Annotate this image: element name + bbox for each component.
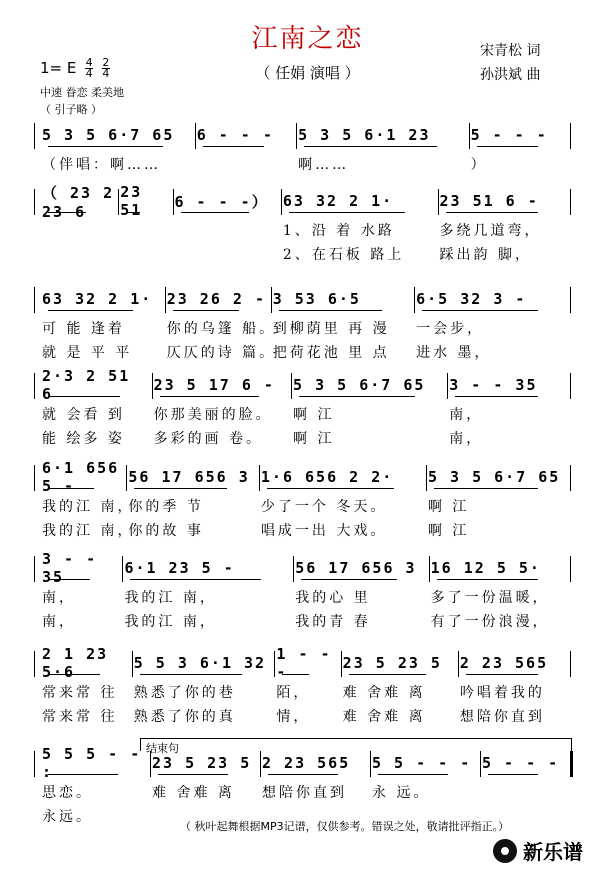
beam-line [267, 488, 394, 489]
lyric-verse-1: 一会步， [416, 321, 485, 337]
lyric-verse-2: 多彩的画 卷。 [153, 431, 264, 447]
measure: 5 3 5 6·7 65 [293, 376, 426, 394]
beam-line [158, 774, 228, 775]
beam-line [446, 212, 539, 213]
lyric-verse-2: 我的江 南， [42, 523, 135, 539]
lyric-verse-2: 南， [449, 431, 484, 447]
beam-line [378, 774, 448, 775]
barline [570, 465, 571, 491]
lyric-verse-2: 啊 江 [427, 523, 470, 539]
beam-line [48, 146, 163, 147]
barline [438, 189, 439, 215]
barline [34, 556, 35, 582]
lyric-verse-1: 南， [449, 407, 484, 423]
record-icon [493, 839, 517, 863]
lyric-verse-1: 可 能 逢着 [42, 321, 125, 337]
beam-line [455, 396, 538, 397]
beam-line [134, 488, 227, 489]
score-line [40, 550, 580, 630]
barline [34, 751, 35, 777]
lyric-verse-2: 情， [276, 709, 311, 725]
lyric-verse-2: 熟悉了你的真 [133, 709, 236, 725]
measure: 16 12 5 5· [430, 559, 541, 577]
barline [570, 123, 571, 149]
barline [570, 751, 573, 777]
measure: 6·1 23 5 - [124, 559, 235, 577]
score-line [40, 284, 580, 361]
lyricist-credit: 宋青松 词 [480, 43, 541, 59]
measure: 1·6 656 2 2· [260, 468, 394, 486]
measure: 5 3 5 6·7 65 [42, 126, 175, 144]
measure: 5 5 - - - [372, 754, 472, 772]
beam-line [282, 674, 308, 675]
lyric-verse-1: 我的江 南， [124, 590, 217, 606]
barline [34, 465, 35, 491]
measure: 56 17 656 3 [128, 468, 250, 486]
lyric-verse-2: 唱成一出 大戏。 [260, 523, 388, 539]
barline [126, 465, 127, 491]
score-line [40, 120, 580, 173]
measure: 3 - - 35 [42, 550, 98, 586]
barline [414, 287, 415, 313]
lyric-verse-2: 我的江 南， [124, 614, 217, 630]
measure: 2 1 23 5·6 [42, 645, 109, 681]
beam-line [289, 212, 406, 213]
logo-text: 新乐谱 [523, 840, 583, 864]
beam-line [488, 774, 538, 775]
barline [34, 123, 35, 149]
lyric-verse-1: 啊…… [298, 157, 350, 173]
ts1-den: 4 [85, 67, 93, 80]
lyric-verse-1: 熟悉了你的巷 [133, 685, 236, 701]
lyric-verse-2: 能 绘多 姿 [42, 431, 125, 447]
measure: 23 5 17 6 - [153, 376, 275, 394]
score-line [40, 745, 580, 825]
lyric-verse-1: 你那美丽的脸。 [153, 407, 273, 423]
lyric-verse-2: 2、在石板 路上 [282, 247, 405, 263]
measure: 2 23 565 [262, 754, 351, 772]
barline [34, 189, 35, 215]
ending-bracket [140, 738, 572, 751]
beam-line [301, 579, 396, 580]
beam-line [48, 488, 94, 489]
lyric-verse-1: 1、沿 着 水路 [282, 223, 395, 239]
lyric-verse-1: 少了一个 冬天。 [260, 499, 388, 515]
measure: 3 53 6·5 [272, 290, 361, 308]
lyric-verse-1: ） [470, 157, 488, 173]
key-signature [40, 58, 110, 79]
beam-line [140, 674, 243, 675]
barline [341, 651, 342, 677]
barline [426, 465, 427, 491]
score-line [40, 183, 580, 263]
barline [293, 556, 294, 582]
lyric-verse-2: 想陪你直到 [459, 709, 545, 725]
barline [271, 287, 272, 313]
measure: （ 23 2 23 6 [42, 183, 115, 221]
beam-line [466, 674, 538, 675]
beam-line [130, 579, 261, 580]
measure: 2 23 565 [459, 654, 549, 672]
lyric-verse-1: 南， [42, 590, 76, 606]
lyric-verse-2: 踩出韵 脚， [439, 247, 532, 263]
ts2-num: 2 [102, 56, 110, 69]
lyric-verse-2: 南， [42, 614, 76, 630]
score-line [40, 459, 580, 539]
measure: 6 - - -） [174, 192, 269, 211]
measure: 5 3 5 6·7 65 [427, 468, 561, 486]
lyric-verse-2: 啊 江 [293, 431, 335, 447]
barline [447, 373, 448, 399]
measure: 5 5 5 - - : [42, 745, 142, 781]
tempo-marking: 中速 眷恋 柔美地 [40, 86, 124, 99]
time-signature-1 [85, 58, 93, 79]
measure: 23 51 6 - [439, 192, 539, 210]
barline [570, 287, 571, 313]
barline [165, 287, 166, 313]
measure: 5 - - - [470, 126, 548, 144]
beam-line [437, 579, 538, 580]
barline [118, 189, 119, 215]
ending-label: 结束句 [146, 742, 179, 755]
beam-line [173, 310, 239, 311]
beam-line [48, 579, 90, 580]
lyric-verse-1: 多了一份温暖， [430, 590, 550, 606]
score-line [40, 645, 580, 725]
lyric-verse-1: 思恋。 [42, 785, 93, 801]
measure: 5 5 3 6·1 32 [133, 654, 267, 672]
measure: 6·5 32 3 - [416, 290, 527, 308]
barline [34, 287, 35, 313]
beam-line [160, 396, 259, 397]
measure: 63 32 2 1· [282, 192, 394, 210]
lyric-verse-2: 有了一份浪漫， [430, 614, 550, 630]
measure: 5 3 5 6·1 23 [298, 126, 431, 144]
footnote: （ 秋叶起舞根据MP3记谱，仅供参考。错误之处，敬请批评指正。） [180, 820, 510, 833]
lyric-verse-1: 我的心 里 [295, 590, 371, 606]
barline [132, 651, 133, 677]
ts2-den: 4 [102, 67, 110, 80]
beam-line [279, 310, 382, 311]
lyric-verse-1: 永 远。 [372, 785, 431, 801]
beam-line [268, 774, 338, 775]
measure: 6 - - - [196, 126, 274, 144]
beam-line [304, 146, 436, 147]
beam-line [422, 310, 538, 311]
measure: 63 32 2 1· [42, 290, 153, 308]
barline [291, 373, 292, 399]
barline [570, 189, 571, 215]
lyric-verse-1: 到柳荫里 再 漫 [272, 321, 390, 337]
beam-line [48, 674, 100, 675]
beam-line [126, 212, 140, 213]
barline [429, 556, 430, 582]
beam-line [181, 212, 249, 213]
beam-line [48, 212, 86, 213]
lyric-verse-1: 陌， [276, 685, 311, 701]
barline [480, 751, 481, 777]
barline [570, 651, 571, 677]
measure: 23 5 23 5 [342, 654, 442, 672]
lyric-verse-1: 你的季 节 [128, 499, 204, 515]
barline [152, 373, 153, 399]
intro-note: （ 引子略 ） [40, 103, 102, 116]
lyric-verse-1: 多绕几道弯， [439, 223, 542, 239]
barline [173, 189, 174, 215]
beam-line [203, 146, 264, 147]
barline [34, 651, 35, 677]
beam-line [434, 488, 538, 489]
barline [195, 123, 196, 149]
lyric-verse-1: 难 舍难 离 [152, 785, 235, 801]
measure: 6·1 656 5 - [42, 459, 120, 495]
measure: 56 17 656 3 [295, 559, 417, 577]
lyric-verse-2: 常来常 往 [42, 709, 118, 725]
song-title: 江南之恋 [251, 24, 364, 54]
lyric-verse-2: 就 是 平 平 [42, 345, 133, 361]
barline [260, 751, 261, 777]
lyric-verse-1: 就 会看 到 [42, 407, 125, 423]
time-signature-2 [102, 58, 110, 79]
lyric-verse-1: 啊 江 [427, 499, 470, 515]
barline [570, 373, 571, 399]
beam-line [48, 396, 120, 397]
barline [34, 373, 35, 399]
barline [259, 465, 260, 491]
beam-line [349, 674, 426, 675]
lyric-verse-2: 把荷花池 里 点 [272, 345, 390, 361]
barline [370, 751, 371, 777]
site-logo[interactable] [493, 836, 583, 865]
beam-line [48, 774, 118, 775]
lyric-verse-2: 难 舍难 离 [342, 709, 426, 725]
measure: 1 - - - [276, 645, 332, 681]
barline [570, 556, 571, 582]
lyric-verse-2: 仄仄的诗 篇。 [166, 345, 277, 361]
lyric-verse-1: （伴唱：啊…… [42, 157, 161, 173]
measure: 5 - - - [482, 754, 560, 772]
lyric-verse-1: 啊 江 [293, 407, 335, 423]
lyric-verse-2: 你的故 事 [128, 523, 204, 539]
barline [274, 651, 275, 677]
ts1-num: 4 [85, 56, 93, 69]
barline [296, 123, 297, 149]
score-line [40, 367, 580, 447]
composer-credit: 孙洪斌 曲 [480, 67, 541, 83]
measure: 23 26 2 - [166, 290, 266, 308]
lyric-verse-1: 想陪你直到 [262, 785, 347, 801]
lyric-verse-1: 我的江 南， [42, 499, 135, 515]
barline [281, 189, 282, 215]
performer-line: （ 任娟 演唱 ） [255, 64, 360, 82]
lyric-verse-1: 难 舍难 离 [342, 685, 426, 701]
measure: 23 5 23 5 [152, 754, 252, 772]
key-label: 1= E [40, 59, 77, 77]
measure: 23 51 [120, 183, 143, 219]
lyric-verse-1: 吟唱着我的 [459, 685, 545, 701]
measure: 2·3 2 51 6 [42, 367, 131, 403]
beam-line [477, 146, 538, 147]
barline [458, 651, 459, 677]
barline [469, 123, 470, 149]
lyric-verse-2: 我的青 春 [295, 614, 371, 630]
measure: 3 - - 35 [449, 376, 538, 394]
lyric-verse-2: 永远。 [42, 809, 93, 825]
lyric-verse-2: 进水 墨， [416, 345, 492, 361]
lyric-verse-1: 常来常 往 [42, 685, 118, 701]
barline [122, 556, 123, 582]
beam-line [299, 396, 415, 397]
lyric-verse-1: 你的乌篷 船。 [166, 321, 277, 337]
beam-line [48, 310, 133, 311]
